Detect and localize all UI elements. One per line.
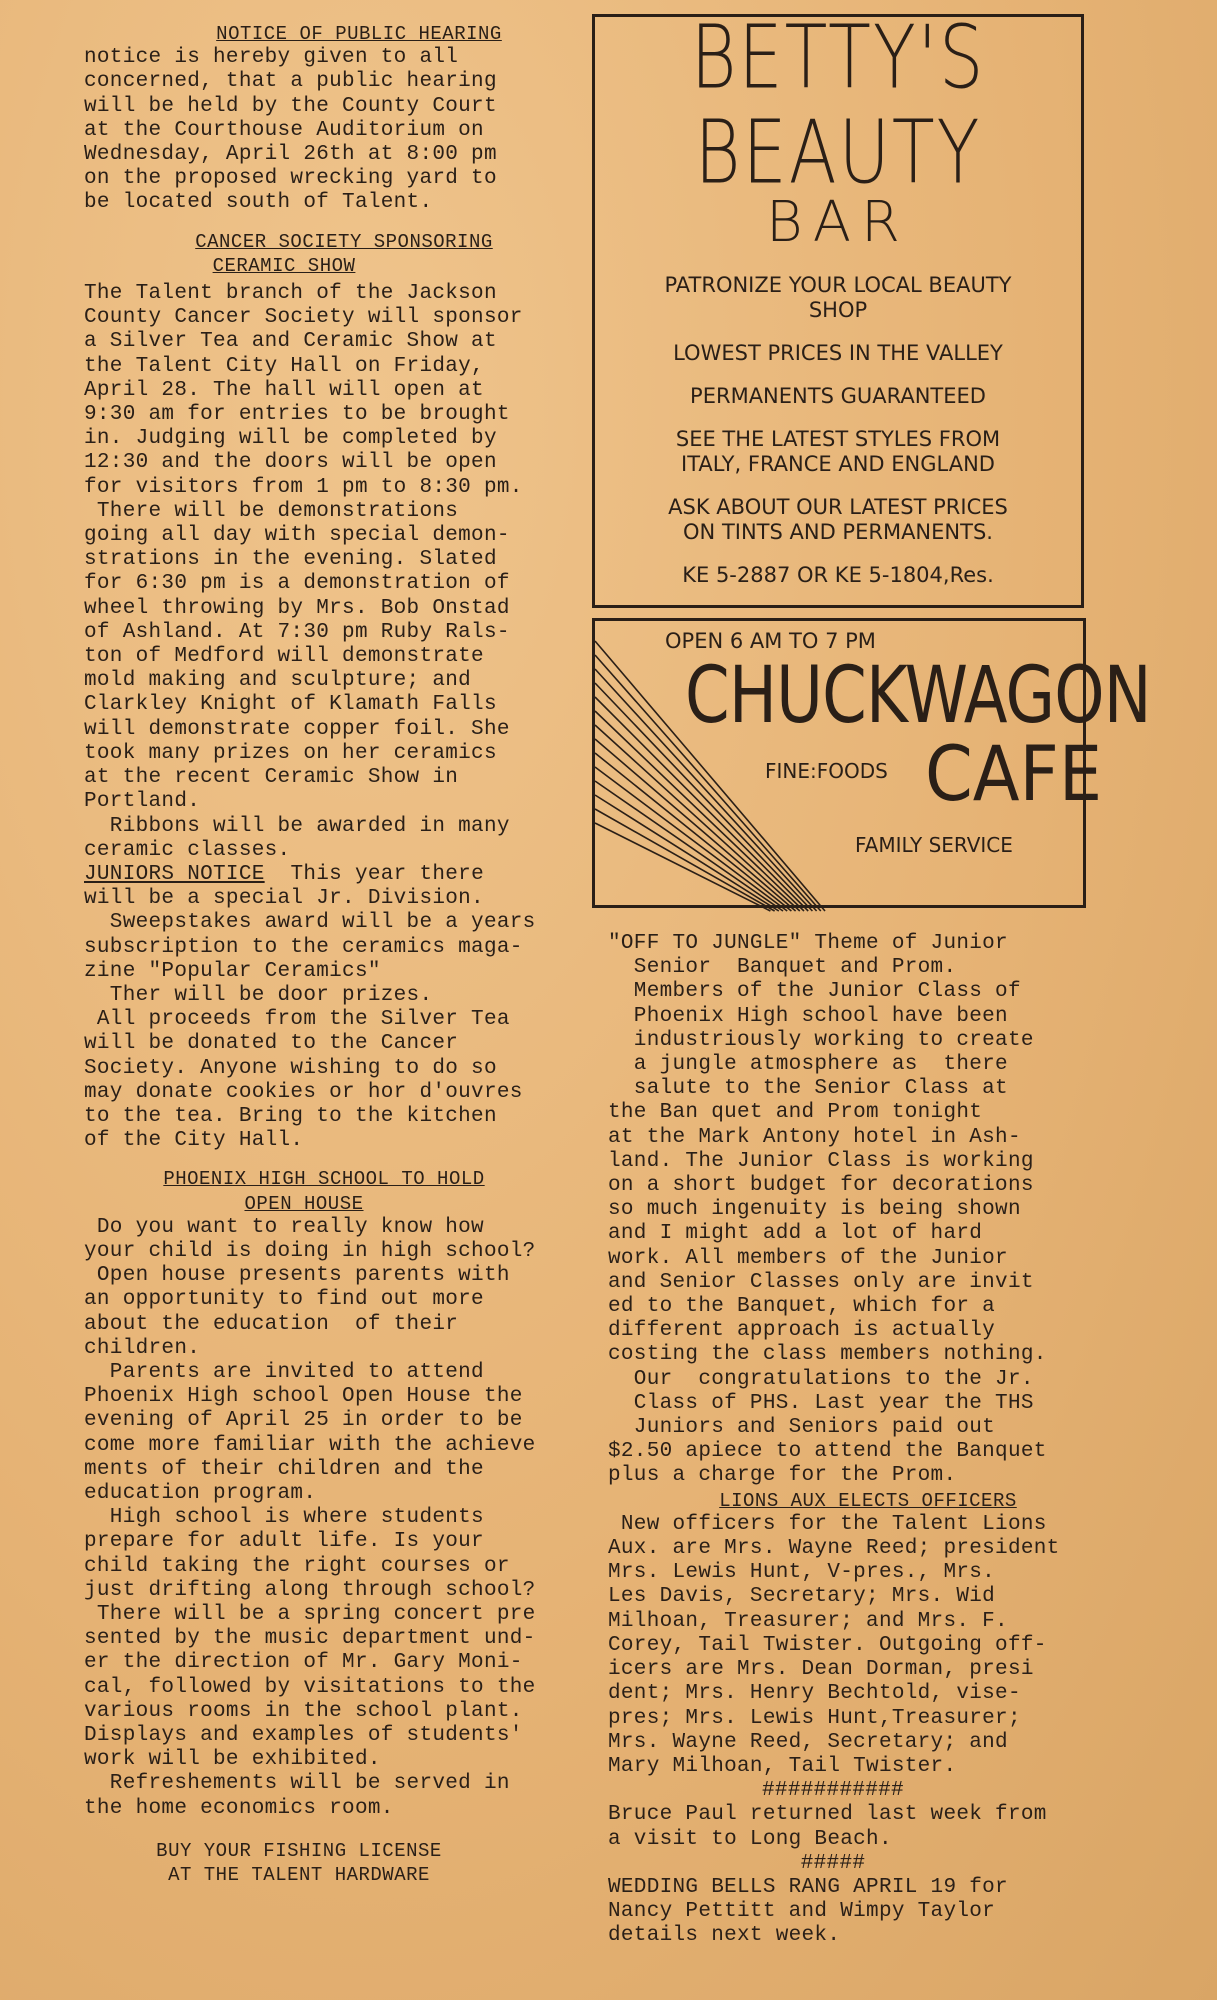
text-line: ments of their children and the <box>84 1457 484 1481</box>
hatch-line <box>595 711 804 911</box>
text-line: High school is where students <box>84 1506 484 1530</box>
lions-heading: LIONS AUX ELECTS OFFICERS <box>719 1489 1017 1512</box>
text-line: Ribbons will be awarded in many <box>84 814 510 838</box>
text-line: plus a charge for the Prom. <box>608 1464 957 1488</box>
text-line: a jungle atmosphere as there <box>608 1053 1008 1077</box>
text-line: work will be exhibited. <box>84 1748 381 1772</box>
text-line: subscription to the ceramics maga- <box>84 935 523 959</box>
text-line: mold making and sculpture; and <box>84 669 472 693</box>
text-line: Our congratulations to the Jr. <box>608 1367 1034 1391</box>
text-line: Aux. are Mrs. Wayne Reed; president <box>608 1537 1060 1561</box>
text-line: icers are Mrs. Dean Dorman, presi <box>608 1658 1034 1682</box>
text-line: will be donated to the Cancer <box>84 1032 459 1056</box>
text-line: took many prizes on her ceramics <box>84 741 497 765</box>
text-line: different approach is actually <box>608 1319 996 1343</box>
text-line: ceramic classes. <box>84 838 291 862</box>
text-line <box>595 409 1081 427</box>
text-line: Open house presents parents with <box>84 1264 510 1288</box>
text-line: will be a special Jr. Division. <box>84 887 484 911</box>
text-line: land. The Junior Class is working <box>608 1149 1034 1173</box>
text-line: child taking the right courses or <box>84 1554 510 1578</box>
text-line <box>595 477 1081 495</box>
phoenix-heading-2: OPEN HOUSE <box>244 1192 364 1215</box>
cafe-family-service: FAMILY SERVICE <box>855 833 1013 857</box>
text-line: and Senior Classes only are invit <box>608 1270 1034 1294</box>
text-line: PATRONIZE YOUR LOCAL BEAUTY <box>664 273 1012 297</box>
cafe-hours: OPEN 6 AM TO 7 PM <box>665 629 876 653</box>
wedding-article-body <box>608 1876 1118 1949</box>
text-line: $2.50 apiece to attend the Banquet <box>608 1440 1047 1464</box>
text-line <box>595 323 1081 341</box>
text-line: KE 5-2887 OR KE 5-1804,Res. <box>682 563 994 587</box>
text-line: Milhoan, Treasurer; and Mrs. F. <box>608 1609 1008 1633</box>
fishing-line-2: AT THE TALENT HARDWARE <box>168 1864 430 1887</box>
text-line: Mrs. Lewis Hunt, V-pres., Mrs. <box>608 1561 996 1585</box>
fishing-line-1: BUY YOUR FISHING LICENSE <box>156 1839 442 1862</box>
cancer-heading-2: CERAMIC SHOW <box>212 254 356 277</box>
text-line: April 28. The hall will open at <box>84 378 484 402</box>
text-line: PERMANENTS GUARANTEED <box>690 384 986 408</box>
text-line: Mary Milhoan, Tail Twister. <box>608 1754 957 1778</box>
text-line: Portland. <box>84 790 201 814</box>
text-line: County Cancer Society will sponsor <box>84 306 523 330</box>
text-line: Juniors and Seniors paid out <box>608 1416 996 1440</box>
text-line: zine "Popular Ceramics" <box>84 959 381 983</box>
text-line: Mrs. Wayne Reed, Secretary; and <box>608 1730 1008 1754</box>
juniors-notice-rest: This year there <box>264 862 484 886</box>
text-line: a Silver Tea and Ceramic Show at <box>84 330 497 354</box>
text-line: Clarkley Knight of Klamath Falls <box>84 693 497 717</box>
text-line: All proceeds from the Silver Tea <box>84 1008 510 1032</box>
hatch-line <box>595 767 787 911</box>
text-line: Members of the Junior Class of <box>608 980 1021 1004</box>
text-line: details next week. <box>608 1924 841 1948</box>
text-line: There will be demonstrations <box>84 499 459 523</box>
text-line: industriously working to create <box>608 1028 1034 1052</box>
text-line: Nancy Pettitt and Wimpy Taylor <box>608 1900 996 1924</box>
chuckwagon-cafe-ad <box>592 618 1151 908</box>
text-line: 12:30 and the doors will be open <box>84 451 497 475</box>
text-line: evening of April 25 in order to be <box>84 1409 523 1433</box>
text-line: to the tea. Bring to the kitchen <box>84 1104 497 1128</box>
text-line: LOWEST PRICES IN THE VALLEY <box>673 341 1003 365</box>
text-line: Refreshements will be served in <box>84 1772 510 1796</box>
public-hearing-heading: NOTICE OF PUBLIC HEARING <box>216 23 502 45</box>
text-line: at the recent Ceramic Show in <box>84 766 459 790</box>
text-line: will be held by the County Court <box>84 94 497 118</box>
text-line: ASK ABOUT OUR LATEST PRICES <box>668 495 1008 519</box>
text-line: costing the class members nothing. <box>608 1343 1047 1367</box>
cancer-society-body-2 <box>84 887 604 1153</box>
text-line: Senior Banquet and Prom. <box>608 956 957 980</box>
bettys-beauty-bar-ad <box>592 6 1084 608</box>
text-line: er the direction of Mr. Gary Moni- <box>84 1651 523 1675</box>
text-line: the Talent City Hall on Friday, <box>84 354 484 378</box>
text-line: Do you want to really know how <box>84 1215 484 1239</box>
text-line: in. Judging will be completed by <box>84 427 497 451</box>
text-line: strations in the evening. Slated <box>84 548 497 572</box>
text-line: ON TINTS AND PERMANENTS. <box>683 520 993 544</box>
text-line: Society. Anyone wishing to do so <box>84 1056 497 1080</box>
text-line: Phoenix High school have been <box>608 1004 1008 1028</box>
text-line: will demonstrate copper foil. She <box>84 717 510 741</box>
text-line: notice is hereby given to all <box>84 46 459 70</box>
left-column <box>84 22 604 1887</box>
text-line: Phoenix High school Open House the <box>84 1385 523 1409</box>
text-line: dent; Mrs. Henry Bechtold, vise- <box>608 1682 1021 1706</box>
text-line: SEE THE LATEST STYLES FROM <box>675 427 1001 451</box>
text-line: pres; Mrs. Lewis Hunt,Treasurer; <box>608 1706 1021 1730</box>
text-line: at the Mark Antony hotel in Ash- <box>608 1125 1021 1149</box>
text-line: come more familiar with the achieve <box>84 1433 536 1457</box>
text-line: ed to the Banquet, which for a <box>608 1295 996 1319</box>
text-line: Les Davis, Secretary; Mrs. Wid <box>608 1585 996 1609</box>
beauty-ad-body <box>595 273 1081 588</box>
text-line <box>595 545 1081 563</box>
text-line: be located south of Talent. <box>84 191 433 215</box>
lions-article-body <box>608 1513 1118 1779</box>
jungle-article-body <box>608 932 1118 1489</box>
right-column <box>608 932 1118 1949</box>
text-line: of the City Hall. <box>84 1129 304 1153</box>
text-line: the home economics room. <box>84 1796 394 1820</box>
beauty-ad-subtitle: BAR <box>766 190 910 255</box>
text-line: on the proposed wrecking yard to <box>84 167 497 191</box>
text-line: going all day with special demon- <box>84 524 510 548</box>
bruce-article-body <box>608 1803 1118 1851</box>
text-line: education program. <box>84 1481 317 1505</box>
cafe-name: CHUCKWAGON <box>685 651 1151 741</box>
text-line <box>595 366 1081 384</box>
text-line: salute to the Senior Class at <box>608 1077 1008 1101</box>
text-line: SHOP <box>808 298 868 322</box>
text-line: There will be a spring concert pre <box>84 1603 536 1626</box>
text-line: the Ban quet and Prom tonight <box>608 1101 983 1125</box>
juniors-notice-label: JUNIORS NOTICE <box>84 862 265 886</box>
bruce-separator: ##### <box>800 1851 866 1875</box>
beauty-ad-title: BETTY'S BEAUTY <box>690 6 986 204</box>
text-line: Parents are invited to attend <box>84 1360 484 1384</box>
text-line: an opportunity to find out more <box>84 1288 484 1312</box>
text-line: children. <box>84 1336 201 1360</box>
text-line: may donate cookies or hor d'ouvres <box>84 1080 523 1104</box>
public-hearing-body <box>84 46 604 215</box>
text-line: Displays and examples of students' <box>84 1724 523 1748</box>
phoenix-heading-1: PHOENIX HIGH SCHOOL TO HOLD <box>163 1168 485 1191</box>
text-line: your child is doing in high school? <box>84 1239 536 1263</box>
text-line: at the Courthouse Auditorium on <box>84 118 484 142</box>
cafe-fine-foods: FINE:FOODS <box>765 759 888 783</box>
text-line: "OFF TO JUNGLE" Theme of Junior <box>608 932 1008 955</box>
text-line: 9:30 am for entries to be brought <box>84 403 510 427</box>
text-line: Corey, Tail Twister. Outgoing off- <box>608 1633 1047 1657</box>
text-line: cal, followed by visitations to the <box>84 1675 536 1699</box>
text-line: Ther will be door prizes. <box>84 983 433 1007</box>
text-line: various rooms in the school plant. <box>84 1699 523 1723</box>
text-line: WEDDING BELLS RANG APRIL 19 for <box>608 1875 1008 1899</box>
text-line: on a short budget for decorations <box>608 1174 1034 1198</box>
text-line: concerned, that a public hearing <box>84 70 497 94</box>
cafe-word: CAFE <box>925 729 1103 818</box>
text-line: Wednesday, April 26th at 8:00 pm <box>84 143 497 167</box>
text-line: ton of Medford will demonstrate <box>84 645 484 669</box>
text-line: wheel throwing by Mrs. Bob Onstad <box>84 596 510 620</box>
text-line: Sweepstakes award will be a years <box>84 911 536 935</box>
text-line: of Ashland. At 7:30 pm Ruby Rals- <box>84 620 510 644</box>
juniors-notice-line <box>84 863 604 887</box>
text-line: Bruce Paul returned last week from <box>608 1803 1047 1827</box>
text-line: for visitors from 1 pm to 8:30 pm. <box>84 475 523 499</box>
text-line: for 6:30 pm is a demonstration of <box>84 572 510 596</box>
text-line: about the education of their <box>84 1312 459 1336</box>
text-line: prepare for adult life. Is your <box>84 1530 484 1554</box>
cancer-heading-1: CANCER SOCIETY SPONSORING <box>195 230 493 253</box>
text-line: work. All members of the Junior <box>608 1246 1008 1270</box>
lions-separator: ########### <box>762 1779 904 1803</box>
text-line: Class of PHS. Last year the THS <box>608 1391 1034 1415</box>
text-line: sented by the music department und- <box>84 1627 536 1651</box>
text-line: just drifting along through school? <box>84 1578 536 1602</box>
cancer-society-body <box>84 282 604 863</box>
text-line: a visit to Long Beach. <box>608 1827 892 1851</box>
text-line: and I might add a lot of hard <box>608 1222 983 1246</box>
text-line: ITALY, FRANCE AND ENGLAND <box>681 452 995 476</box>
text-line: so much ingenuity is being shown <box>608 1198 1021 1222</box>
phoenix-body <box>84 1216 604 1821</box>
hatch-line <box>595 725 800 911</box>
text-line: The Talent branch of the Jackson <box>84 282 497 306</box>
text-line: New officers for the Talent Lions <box>608 1512 1047 1536</box>
